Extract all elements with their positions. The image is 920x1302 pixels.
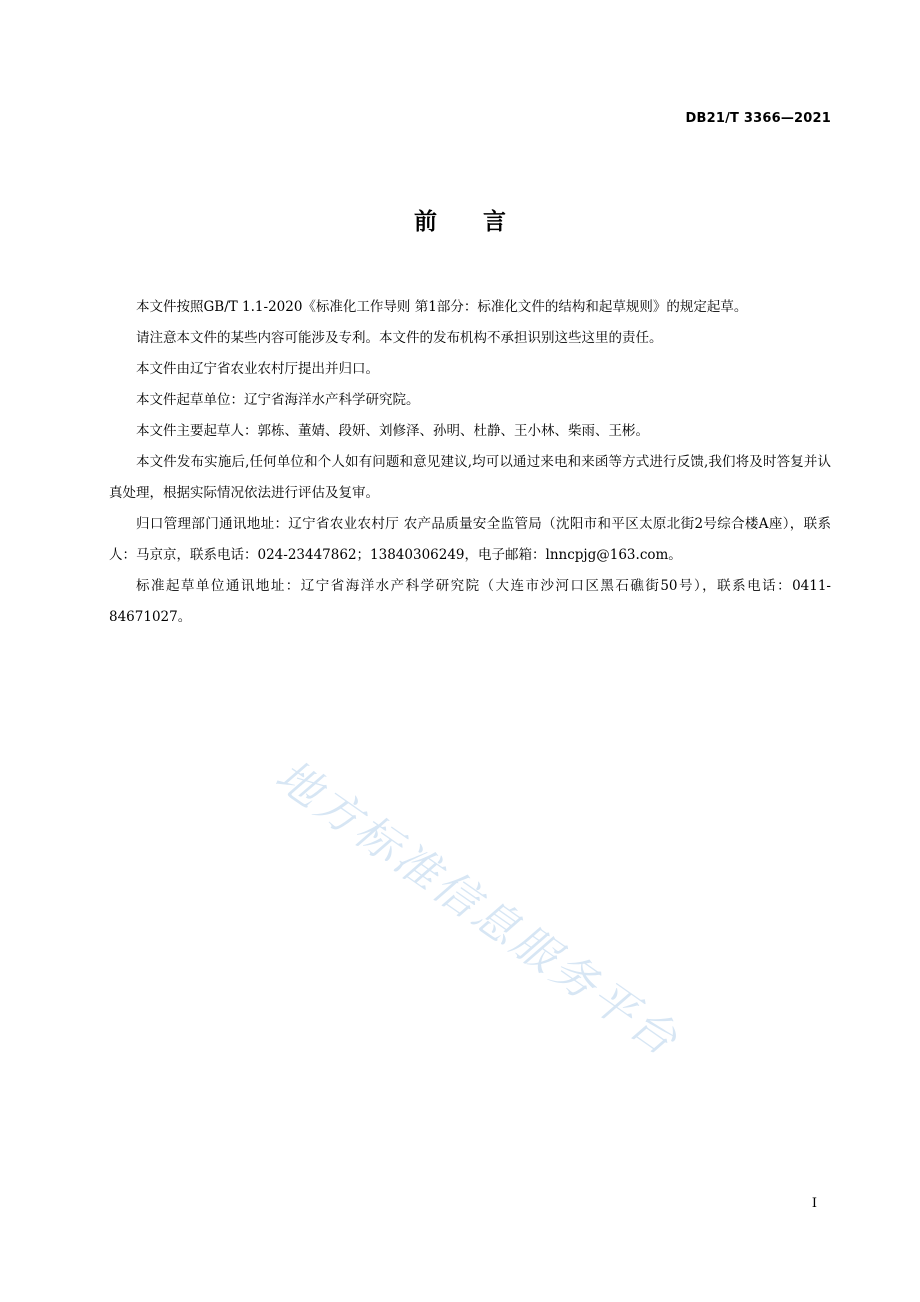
- paragraph-drafting-rules: 本文件按照GB/T 1.1-2020《标准化工作导则 第1部分：标准化文件的结构和起草规则》的规定起草。: [136, 299, 748, 315]
- paragraph-drafters: 本文件主要起草人：郭栋、董婧、段妍、刘修泽、孙明、杜静、王小林、柴雨、王彬。: [136, 423, 649, 439]
- document-body: [109, 292, 831, 633]
- paragraph-patent-notice: 请注意本文件的某些内容可能涉及专利。本文件的发布机构不承担识别这些这里的责任。: [136, 330, 663, 346]
- paragraph-drafter-contact: 标准起草单位通讯地址：辽宁省海洋水产科学研究院（大连市沙河口区黑石礁街50号），联系电话：0411-84671027。: [109, 578, 831, 625]
- paragraph-feedback: 本文件发布实施后,任何单位和个人如有问题和意见建议,均可以通过来电和来函等方式进行反馈,我们将及时答复并认真处理，根据实际情况依法进行评估及复审。: [109, 454, 831, 501]
- watermark: 地方标准信息服务平台: [266, 750, 689, 1068]
- paragraph-drafting-unit: 本文件起草单位：辽宁省海洋水产科学研究院。: [136, 392, 420, 408]
- paragraph-admin-contact: 归口管理部门通讯地址：辽宁省农业农村厅 农产品质量安全监管局（沈阳市和平区太原北街2号综合楼A座），联系人：马京京，联系电话：024-23447862；13840306249，电子邮箱：lnncpjg@163.com。: [109, 516, 831, 563]
- document-code: DB21/T 3366—2021: [685, 111, 831, 126]
- page-title: 前 言: [414, 209, 506, 235]
- page-number: I: [811, 1196, 817, 1211]
- paragraph-proposer: 本文件由辽宁省农业农村厅提出并归口。: [136, 361, 379, 377]
